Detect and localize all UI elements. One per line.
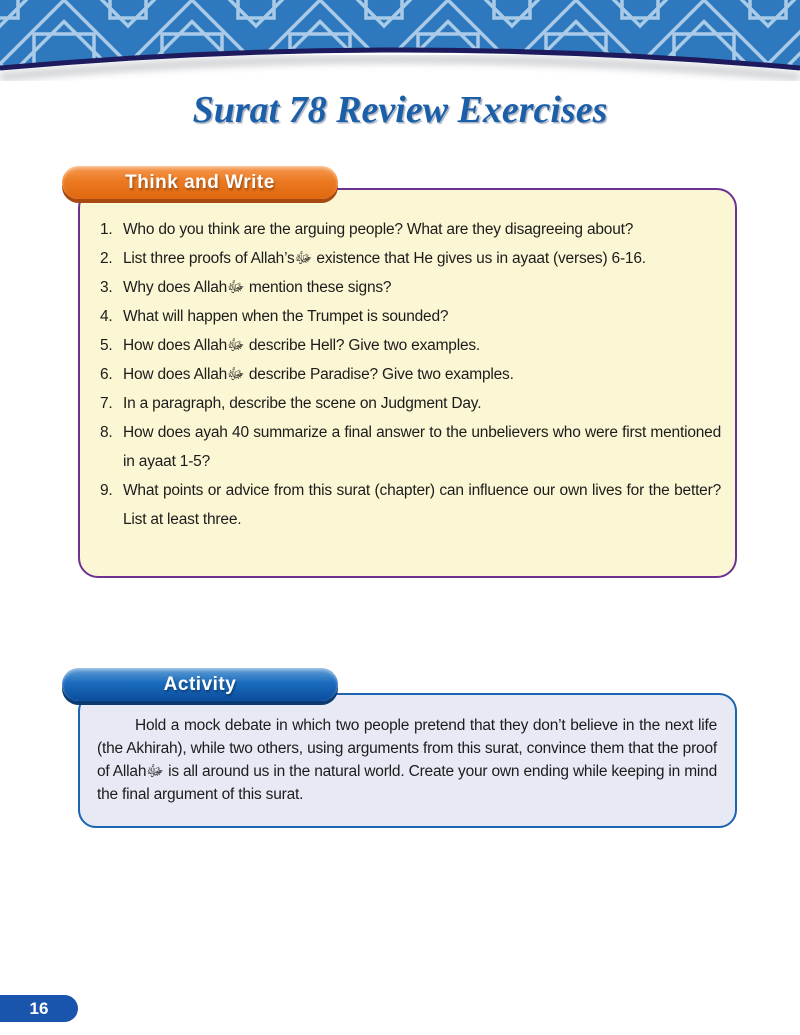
question-text: How does Allahﷻ describe Paradise? Give two examples. [123,366,514,383]
page-number-badge [0,995,78,1022]
think-and-write-tab [62,166,338,199]
page-title: Surat 78 Review Exercises [192,89,608,131]
question-text: List three proofs of Allah’sﷻ existence that He gives us in ayaat (verses) 6-16. [123,250,646,267]
question-item [100,273,721,302]
question-text: Who do you think are the arguing people? What are they disagreeing about? [123,221,634,238]
question-item [100,389,721,418]
question-number: 1. [100,221,113,238]
question-number: 2. [100,250,113,267]
question-item [100,331,721,360]
question-text: What will happen when the Trumpet is sounded? [123,308,449,325]
question-item [100,244,721,273]
question-text: What points or advice from this surat (chapter) can influence our own lives for the better? List at least three. [123,482,721,528]
activity-text: Hold a mock debate in which two people pretend that they don’t believe in the next life (the Akhirah), while two others, using arguments from this surat, convince them that the proof of Allahﷻ is all around us in the natural world. Create your own ending while keeping in mind the final argument of this surat. [97,717,717,803]
question-number: 5. [100,337,113,354]
question-text: How does ayah 40 summarize a final answer to the unbelievers who were first mentioned in ayaat 1-5? [123,424,721,470]
question-number: 6. [100,366,113,383]
question-item [100,302,721,331]
activity-tab [62,668,338,701]
question-text: Why does Allahﷻ mention these signs? [123,279,392,296]
questions-list [80,190,735,534]
question-item [100,360,721,389]
question-item [100,476,721,534]
page-number: 16 [29,998,49,1018]
activity-tab-label: Activity [163,673,237,695]
questions-box [78,188,737,578]
activity-box [78,693,737,828]
question-number: 8. [100,424,113,441]
question-item [100,418,721,476]
question-number: 3. [100,279,113,296]
question-number: 4. [100,308,113,325]
question-text: How does Allahﷻ describe Hell? Give two examples. [123,337,481,354]
think-and-write-tab-label: Think and Write [125,171,275,193]
question-text: In a paragraph, describe the scene on Judgment Day. [123,395,482,412]
question-number: 7. [100,395,113,412]
question-item [100,215,721,244]
question-number: 9. [100,482,113,499]
